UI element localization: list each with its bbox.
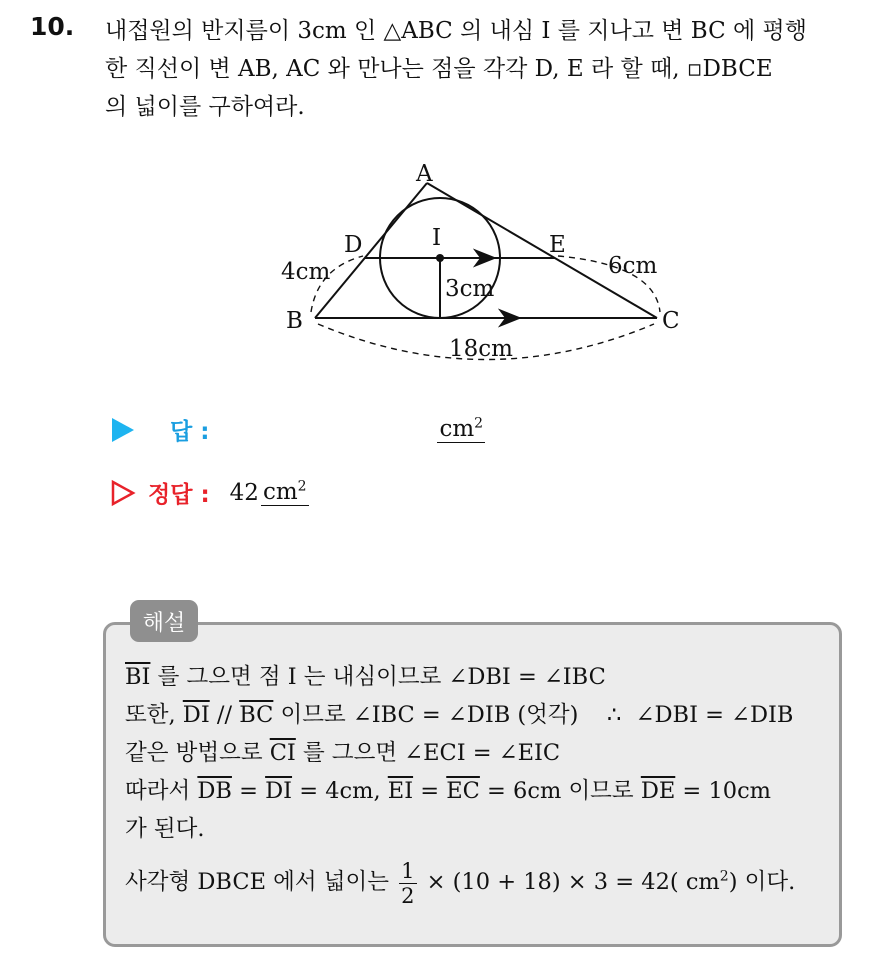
text: 를 그으면 점 I 는 내심이므로 ∠DBI = ∠IBC [150,664,606,690]
segment: $\overline{EC}$ [446,778,480,804]
solution-text [125,658,835,912]
text: 또한, [125,702,183,728]
incenter-point [436,254,444,262]
text: 같은 방법으로 [125,740,270,766]
play-icon [110,416,136,444]
solution-line [125,734,835,772]
solution-line [125,772,835,810]
solution-line [125,852,835,912]
segment: $\overline{DI}$ [265,778,293,804]
text: 를 그으면 ∠ECI = ∠EIC [295,740,561,766]
text: = [231,778,266,804]
answer-unit: cm [439,416,475,442]
question-text [105,12,865,126]
label-b: B [286,308,303,334]
numerator: 1 [401,858,415,883]
label-ec-length: 6cm [608,253,658,279]
correct-label: 정답 : [148,482,210,508]
triangle-figure [270,150,690,375]
text: × (10 + 18) × 3 = 42( cm [419,869,720,895]
solution-line [125,658,835,696]
question-line: 의 넓이를 구하여라. [105,94,305,120]
text: = 4cm, [292,778,388,804]
label-db-length: 4cm [281,259,331,285]
text: ) 이다. [728,869,796,895]
outline-play-icon [110,479,136,507]
segment: $\overline{DB}$ [197,778,232,804]
label-e: E [549,232,566,258]
answer-unit-exponent: 2 [474,415,484,432]
side-ab [315,183,427,318]
text: 따라서 [125,778,198,804]
fraction [399,859,416,908]
label-i: I [432,225,442,251]
label-a: A [416,161,433,187]
segment: $\overline{EI}$ [387,778,414,804]
correct-answer-row [110,476,309,509]
label-radius: 3cm [445,276,495,302]
solution-line [125,696,835,734]
solution-line: 가 된다. [125,816,205,842]
label-bc-length: 18cm [449,336,513,362]
solution-tag: 해설 [130,600,198,642]
segment: $\overline{DE}$ [640,778,676,804]
question-line: 내접원의 반지름이 3cm 인 △ABC 의 내심 I 를 지나고 변 BC 에 평행 [105,18,807,44]
answer-label: 답 : [170,419,210,445]
text: // [209,702,240,728]
question-line: 한 직선이 변 AB, AC 와 만나는 점을 각각 D, E 라 할 때, ▫DBCE [105,56,773,82]
answer-field[interactable] [437,416,485,443]
segment: $\overline{DI}$ [182,702,210,728]
text: 사각형 DBCE 에서 넓이는 [125,869,397,895]
question-number: 10. [30,12,75,41]
correct-unit-wrap [261,479,309,506]
label-d: D [344,232,363,258]
segment: $\overline{BC}$ [239,702,274,728]
segment: $\overline{CI}$ [269,740,296,766]
segment: $\overline{BI}$ [125,664,151,690]
correct-value: 42 [229,479,259,506]
text: = 10cm [675,778,772,804]
denominator: 2 [401,883,415,908]
correct-unit: cm [262,479,298,505]
exponent: 2 [719,868,729,885]
correct-unit-exponent: 2 [297,478,307,495]
text: = [413,778,447,804]
text: 이므로 ∠IBC = ∠DIB (엇각) ∴ ∠DBI = ∠DIB [273,702,794,728]
text: = 6cm 이므로 [479,778,641,804]
answer-row [110,413,485,446]
label-c: C [662,308,680,334]
